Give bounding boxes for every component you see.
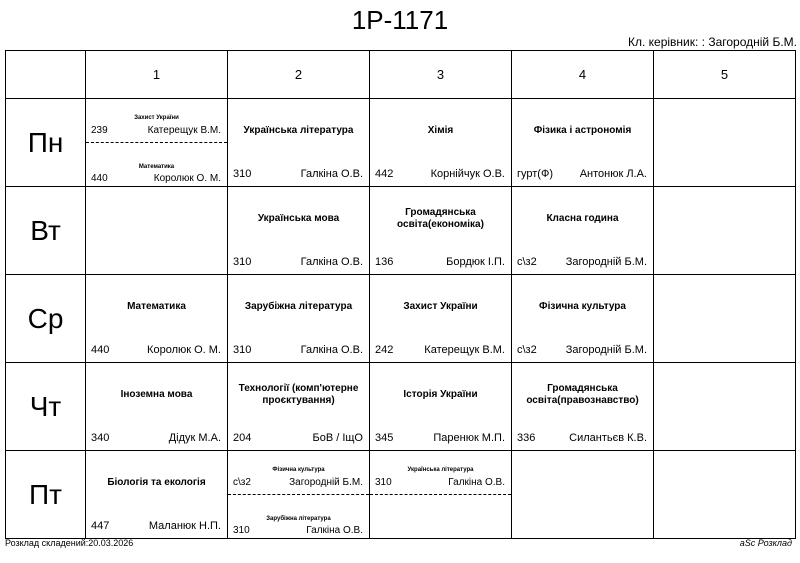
lesson-cell[interactable] bbox=[370, 187, 512, 275]
lesson-cell[interactable] bbox=[228, 99, 370, 187]
empty-cell bbox=[654, 451, 796, 539]
lesson-subject: Громадянська освіта(правознавство) bbox=[526, 383, 639, 406]
lesson-cell[interactable] bbox=[370, 363, 512, 451]
lesson-subject: Технології (комп'ютерне проєктування) bbox=[238, 383, 359, 406]
lesson-cell[interactable] bbox=[228, 363, 370, 451]
day-row-fri bbox=[6, 451, 796, 539]
period-header-4: 4 bbox=[512, 51, 654, 99]
period-header-3: 3 bbox=[370, 51, 512, 99]
empty-cell bbox=[654, 187, 796, 275]
lesson-subject: Українська література bbox=[243, 125, 354, 136]
lesson-cell[interactable] bbox=[228, 451, 370, 539]
lesson-teacher: Королюк О. М. bbox=[147, 344, 221, 356]
day-label-cell bbox=[6, 99, 86, 187]
lesson-room: с\з2 bbox=[517, 344, 537, 356]
lesson-subject: Фізична культура bbox=[539, 301, 626, 312]
day-row-mon bbox=[6, 99, 796, 187]
day-label-cell bbox=[6, 363, 86, 451]
lesson-teacher: Силантьєв К.В. bbox=[569, 432, 647, 444]
lesson-room: 310 bbox=[233, 168, 252, 180]
lesson-subject: Класна година bbox=[546, 213, 619, 224]
lesson-room: 310 bbox=[233, 344, 252, 356]
lesson-room: 310 bbox=[233, 525, 250, 536]
lesson-subject: Українська література bbox=[407, 466, 474, 473]
day-row-thu bbox=[6, 363, 796, 451]
lesson-teacher: Катерещук В.М. bbox=[147, 125, 221, 136]
lesson-subject: Історія України bbox=[403, 389, 478, 400]
lesson-teacher: Загородній Б.М. bbox=[565, 344, 647, 356]
lesson-cell[interactable] bbox=[370, 451, 512, 539]
lesson-teacher: Королюк О. М. bbox=[153, 173, 221, 184]
lesson-teacher: Маланюк Н.П. bbox=[148, 520, 221, 532]
lesson-cell[interactable] bbox=[370, 275, 512, 363]
lesson-teacher: Галкіна О.В. bbox=[300, 256, 363, 268]
footer-software-label: aSc Розклад bbox=[739, 538, 792, 548]
lesson-room: гурт(Ф) bbox=[517, 168, 553, 180]
lesson-room: 204 bbox=[233, 432, 252, 444]
lesson-teacher: Галкіна О.В. bbox=[306, 525, 363, 536]
lesson-subject: Українська мова bbox=[257, 213, 340, 224]
lesson-group-top[interactable] bbox=[370, 451, 511, 495]
page-title: 1Р-1171 bbox=[351, 5, 449, 35]
day-label: Пн bbox=[27, 127, 64, 158]
lesson-teacher: Галкіна О.В. bbox=[300, 344, 363, 356]
period-header-1: 1 bbox=[86, 51, 228, 99]
lesson-room: с\з2 bbox=[517, 256, 537, 268]
day-row-tue bbox=[6, 187, 796, 275]
lesson-subject: Захист України bbox=[403, 301, 478, 312]
lesson-group-bottom[interactable] bbox=[86, 143, 227, 186]
lesson-teacher: Корнійчук О.В. bbox=[430, 168, 505, 180]
day-label-cell bbox=[6, 451, 86, 539]
day-label-cell bbox=[6, 275, 86, 363]
lesson-subject: Фізика і астрономія bbox=[533, 125, 632, 136]
lesson-subject: Хімія bbox=[427, 125, 454, 136]
lesson-room: 310 bbox=[233, 256, 252, 268]
lesson-cell[interactable] bbox=[228, 187, 370, 275]
lesson-subject: Іноземна мова bbox=[120, 389, 193, 400]
lesson-group-top[interactable] bbox=[86, 99, 227, 143]
lesson-subject: Громадянська освіта(економіка) bbox=[397, 207, 484, 230]
lesson-teacher: Загородній Б.М. bbox=[289, 477, 363, 488]
lesson-cell[interactable] bbox=[86, 451, 228, 539]
lesson-group-bottom[interactable] bbox=[228, 495, 369, 538]
timetable-grid bbox=[5, 50, 796, 539]
lesson-subject: Зарубіжна література bbox=[244, 301, 353, 312]
lesson-room: 310 bbox=[375, 477, 392, 488]
lesson-cell[interactable] bbox=[86, 99, 228, 187]
empty-cell bbox=[512, 451, 654, 539]
lesson-room: 345 bbox=[375, 432, 394, 444]
empty-cell bbox=[86, 187, 228, 275]
lesson-room: с\з2 bbox=[233, 477, 251, 488]
lesson-subject: Математика bbox=[127, 301, 186, 312]
footer-created-date: Розклад складений:20.03.2026 bbox=[5, 538, 134, 548]
lesson-cell[interactable] bbox=[370, 99, 512, 187]
lesson-subject: Фізична культура bbox=[272, 466, 325, 473]
lesson-teacher: Загородній Б.М. bbox=[565, 256, 647, 268]
empty-cell bbox=[654, 275, 796, 363]
day-label-cell bbox=[6, 187, 86, 275]
lesson-cell[interactable] bbox=[228, 275, 370, 363]
lesson-room: 336 bbox=[517, 432, 536, 444]
lesson-cell[interactable] bbox=[512, 275, 654, 363]
lesson-teacher: Антонюк Л.А. bbox=[579, 168, 647, 180]
lesson-subject: Біологія та екологія bbox=[107, 477, 206, 488]
lesson-cell[interactable] bbox=[86, 275, 228, 363]
lesson-teacher: БоВ / ІщО bbox=[312, 432, 363, 444]
lesson-teacher: Дідук М.А. bbox=[168, 432, 221, 444]
class-teacher-label: Кл. керівник: : Загородній Б.М. bbox=[627, 35, 797, 49]
day-label: Вт bbox=[30, 215, 61, 246]
empty-cell bbox=[654, 99, 796, 187]
day-label: Ср bbox=[27, 303, 64, 334]
lesson-teacher: Паренюк М.П. bbox=[433, 432, 505, 444]
period-header-2: 2 bbox=[228, 51, 370, 99]
lesson-subject: Захист України bbox=[134, 114, 179, 121]
lesson-subject: Математика bbox=[138, 163, 175, 170]
lesson-room: 440 bbox=[91, 344, 110, 356]
lesson-cell[interactable] bbox=[512, 363, 654, 451]
lesson-teacher: Галкіна О.В. bbox=[300, 168, 363, 180]
corner-cell bbox=[6, 51, 86, 99]
lesson-cell[interactable] bbox=[512, 187, 654, 275]
lesson-subject: Зарубіжна література bbox=[266, 515, 331, 522]
lesson-teacher: Бордюк І.П. bbox=[446, 256, 505, 268]
lesson-room: 442 bbox=[375, 168, 394, 180]
day-label: Чт bbox=[29, 391, 62, 422]
lesson-cell[interactable] bbox=[512, 99, 654, 187]
lesson-room: 136 bbox=[375, 256, 394, 268]
empty-cell bbox=[654, 363, 796, 451]
lesson-room: 447 bbox=[91, 520, 110, 532]
day-label: Пт bbox=[29, 479, 62, 510]
lesson-room: 340 bbox=[91, 432, 110, 444]
lesson-cell[interactable] bbox=[86, 363, 228, 451]
lesson-group-top[interactable] bbox=[228, 451, 369, 495]
lesson-teacher: Галкіна О.В. bbox=[448, 477, 505, 488]
period-header-5: 5 bbox=[654, 51, 796, 99]
lesson-teacher: Катерещук В.М. bbox=[424, 344, 505, 356]
lesson-room: 242 bbox=[375, 344, 394, 356]
period-header-row bbox=[6, 51, 796, 99]
lesson-room: 239 bbox=[91, 125, 108, 136]
day-row-wed bbox=[6, 275, 796, 363]
lesson-room: 440 bbox=[91, 173, 108, 184]
